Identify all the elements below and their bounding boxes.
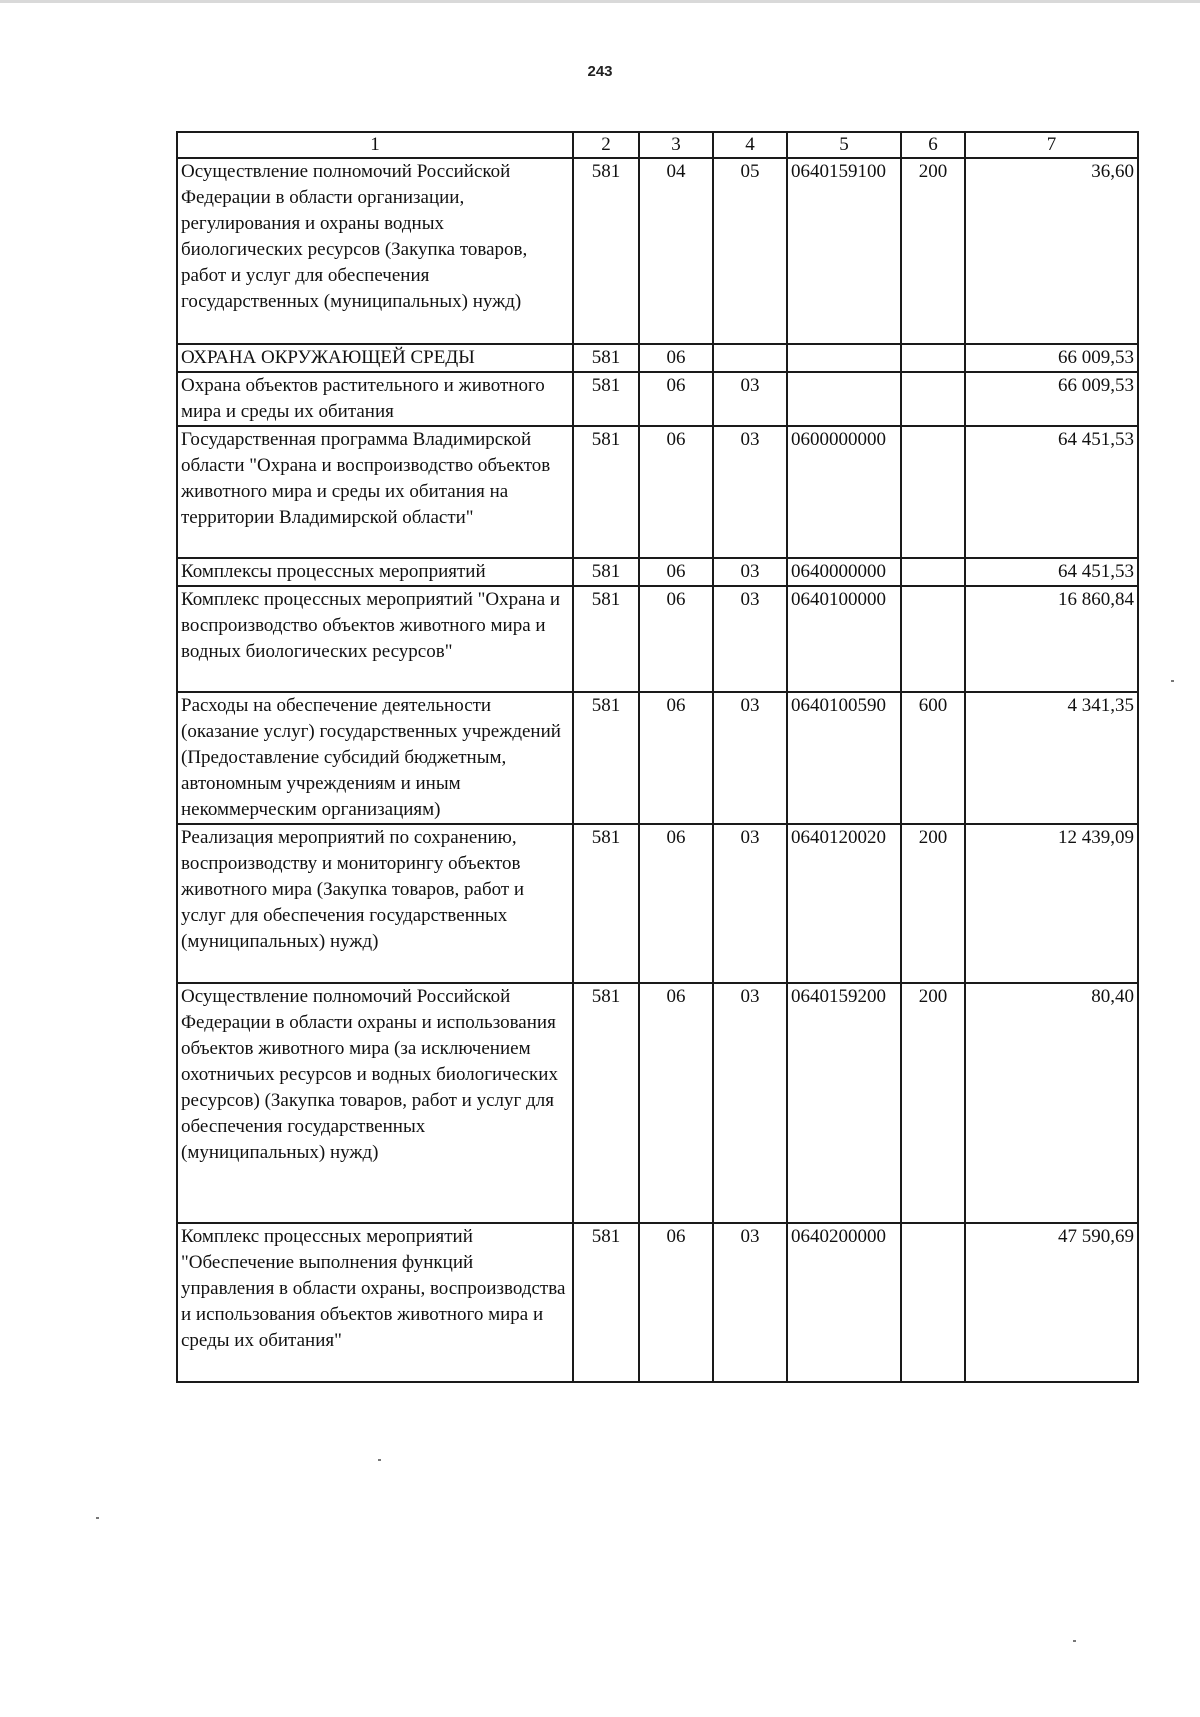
row-expense-type: 200 xyxy=(901,158,965,344)
row-ministry-code: 581 xyxy=(573,558,639,586)
row-target-code: 0640100000 xyxy=(787,586,901,692)
table-header-row xyxy=(177,132,1138,158)
row-target-code: 0640120020 xyxy=(787,824,901,983)
row-section-code: 06 xyxy=(639,1223,713,1382)
row-expense-type xyxy=(901,558,965,586)
row-ministry-code: 581 xyxy=(573,158,639,344)
row-expense-type xyxy=(901,586,965,692)
row-name: Государственная программа Владимирской области "Охрана и воспроизводство объектов животного мира и среды их обитания на территории Владимирской области" xyxy=(177,426,573,558)
scan-speck xyxy=(96,1517,99,1519)
row-target-code: 0640200000 xyxy=(787,1223,901,1382)
row-name: Осуществление полномочий Российской Федерации в области охраны и использования объектов животного мира (за исключением охотничьих ресурсов и водных биологических ресурсов) (Закупка товаров, работ и услуг для обеспечения государственных (муниципальных) нужд) xyxy=(177,983,573,1223)
header-col-2: 2 xyxy=(573,132,639,158)
table-row xyxy=(177,824,1138,983)
scan-speck xyxy=(1073,1640,1076,1642)
row-amount: 47 590,69 xyxy=(965,1223,1138,1382)
row-subsection-code: 03 xyxy=(713,586,787,692)
top-edge-rule xyxy=(0,0,1200,3)
table-row xyxy=(177,158,1138,344)
row-target-code xyxy=(787,344,901,372)
row-expense-type: 200 xyxy=(901,983,965,1223)
row-section-code: 06 xyxy=(639,344,713,372)
row-section-code: 06 xyxy=(639,372,713,426)
row-section-code: 04 xyxy=(639,158,713,344)
row-amount: 64 451,53 xyxy=(965,426,1138,558)
row-subsection-code xyxy=(713,344,787,372)
row-subsection-code: 03 xyxy=(713,692,787,824)
row-target-code: 0640159200 xyxy=(787,983,901,1223)
table-row xyxy=(177,344,1138,372)
row-subsection-code: 03 xyxy=(713,983,787,1223)
row-subsection-code: 03 xyxy=(713,372,787,426)
row-amount: 64 451,53 xyxy=(965,558,1138,586)
row-expense-type xyxy=(901,1223,965,1382)
row-ministry-code: 581 xyxy=(573,983,639,1223)
row-ministry-code: 581 xyxy=(573,372,639,426)
row-name: Осуществление полномочий Российской Федерации в области организации, регулирования и охраны водных биологических ресурсов (Закупка товаров, работ и услуг для обеспечения государственных (муниципальных) нужд) xyxy=(177,158,573,344)
row-target-code: 0640159100 xyxy=(787,158,901,344)
row-section-code: 06 xyxy=(639,983,713,1223)
row-subsection-code: 03 xyxy=(713,558,787,586)
table-row xyxy=(177,558,1138,586)
table-row xyxy=(177,692,1138,824)
header-col-4: 4 xyxy=(713,132,787,158)
row-section-code: 06 xyxy=(639,558,713,586)
scan-speck xyxy=(378,1459,381,1461)
table-row xyxy=(177,426,1138,558)
budget-table xyxy=(176,131,1139,1383)
row-expense-type: 200 xyxy=(901,824,965,983)
row-name: Комплекс процессных мероприятий "Охрана и воспроизводство объектов животного мира и водных биологических ресурсов" xyxy=(177,586,573,692)
header-col-3: 3 xyxy=(639,132,713,158)
row-section-code: 06 xyxy=(639,692,713,824)
scan-speck xyxy=(1171,680,1174,682)
row-name: Комплекс процессных мероприятий "Обеспечение выполнения функций управления в области охраны, воспроизводства и использования объектов животного мира и среды их обитания" xyxy=(177,1223,573,1382)
header-col-5: 5 xyxy=(787,132,901,158)
row-section-code: 06 xyxy=(639,824,713,983)
header-col-7: 7 xyxy=(965,132,1138,158)
row-amount: 66 009,53 xyxy=(965,344,1138,372)
row-amount: 16 860,84 xyxy=(965,586,1138,692)
row-amount: 4 341,35 xyxy=(965,692,1138,824)
row-ministry-code: 581 xyxy=(573,586,639,692)
row-target-code: 0640100590 xyxy=(787,692,901,824)
row-subsection-code: 03 xyxy=(713,426,787,558)
table-row xyxy=(177,586,1138,692)
row-amount: 80,40 xyxy=(965,983,1138,1223)
row-name: Охрана объектов растительного и животного мира и среды их обитания xyxy=(177,372,573,426)
row-subsection-code: 03 xyxy=(713,824,787,983)
row-name: ОХРАНА ОКРУЖАЮЩЕЙ СРЕДЫ xyxy=(177,344,573,372)
row-amount: 66 009,53 xyxy=(965,372,1138,426)
row-ministry-code: 581 xyxy=(573,824,639,983)
row-ministry-code: 581 xyxy=(573,1223,639,1382)
row-expense-type xyxy=(901,426,965,558)
page-number: 243 xyxy=(587,63,613,80)
row-name: Реализация мероприятий по сохранению, воспроизводству и мониторингу объектов животного мира (Закупка товаров, работ и услуг для обеспечения государственных (муниципальных) нужд) xyxy=(177,824,573,983)
table-row xyxy=(177,983,1138,1223)
row-subsection-code: 03 xyxy=(713,1223,787,1382)
row-amount: 12 439,09 xyxy=(965,824,1138,983)
row-section-code: 06 xyxy=(639,586,713,692)
row-section-code: 06 xyxy=(639,426,713,558)
table-row xyxy=(177,372,1138,426)
row-target-code: 0600000000 xyxy=(787,426,901,558)
row-expense-type xyxy=(901,344,965,372)
row-ministry-code: 581 xyxy=(573,692,639,824)
row-target-code: 0640000000 xyxy=(787,558,901,586)
row-target-code xyxy=(787,372,901,426)
row-name: Расходы на обеспечение деятельности (оказание услуг) государственных учреждений (Предоставление субсидий бюджетным, автономным учреждениям и иным некоммерческим организациям) xyxy=(177,692,573,824)
row-expense-type xyxy=(901,372,965,426)
row-subsection-code: 05 xyxy=(713,158,787,344)
header-col-6: 6 xyxy=(901,132,965,158)
row-ministry-code: 581 xyxy=(573,344,639,372)
row-ministry-code: 581 xyxy=(573,426,639,558)
row-expense-type: 600 xyxy=(901,692,965,824)
row-name: Комплексы процессных мероприятий xyxy=(177,558,573,586)
table-row xyxy=(177,1223,1138,1382)
header-col-1: 1 xyxy=(177,132,573,158)
row-amount: 36,60 xyxy=(965,158,1138,344)
